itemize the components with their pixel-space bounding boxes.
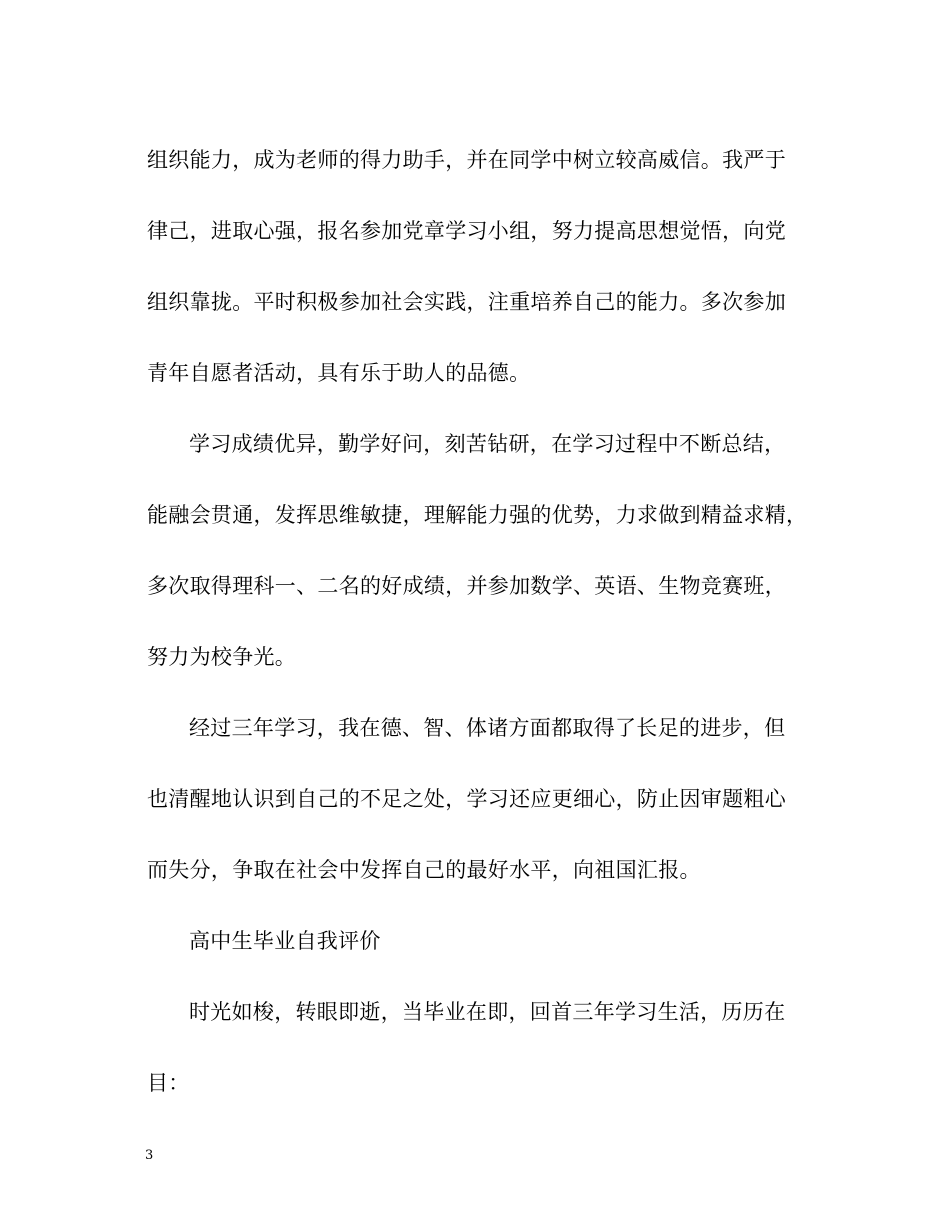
paragraph-line: 而失分，争取在社会中发挥自己的最好水平，向祖国汇报。 <box>147 858 701 882</box>
paragraph-line: 学习成绩优异，勤学好问，刻苦钻研，在学习过程中不断总结， <box>189 432 786 456</box>
paragraph-line: 青年自愿者活动，具有乐于助人的品德。 <box>147 361 531 385</box>
paragraph-line: 也清醒地认识到自己的不足之处，学习还应更细心，防止因审题粗心 <box>147 787 786 811</box>
paragraph-line: 组织靠拢。平时积极参加社会实践，注重培养自己的能力。多次参加 <box>147 290 786 314</box>
page-number: 3 <box>145 1148 154 1163</box>
section-heading: 高中生毕业自我评价 <box>189 929 381 953</box>
paragraph-line: 目： <box>147 1071 190 1095</box>
paragraph-line: 律己，进取心强，报名参加党章学习小组，努力提高思想觉悟，向党 <box>147 219 786 243</box>
paragraph-line: 经过三年学习，我在德、智、体诸方面都取得了长足的进步，但 <box>189 716 786 740</box>
paragraph-line: 努力为校争光。 <box>147 645 297 669</box>
paragraph-line: 能融会贯通，发挥思维敏捷，理解能力强的优势，力求做到精益求精， <box>147 503 808 527</box>
paragraph-line: 组织能力，成为老师的得力助手，并在同学中树立较高威信。我严于 <box>147 148 786 172</box>
paragraph-line: 时光如梭，转眼即逝，当毕业在即，回首三年学习生活，历历在 <box>189 1000 786 1024</box>
paragraph-line: 多次取得理科一、二名的好成绩，并参加数学、英语、生物竞赛班， <box>147 574 786 598</box>
